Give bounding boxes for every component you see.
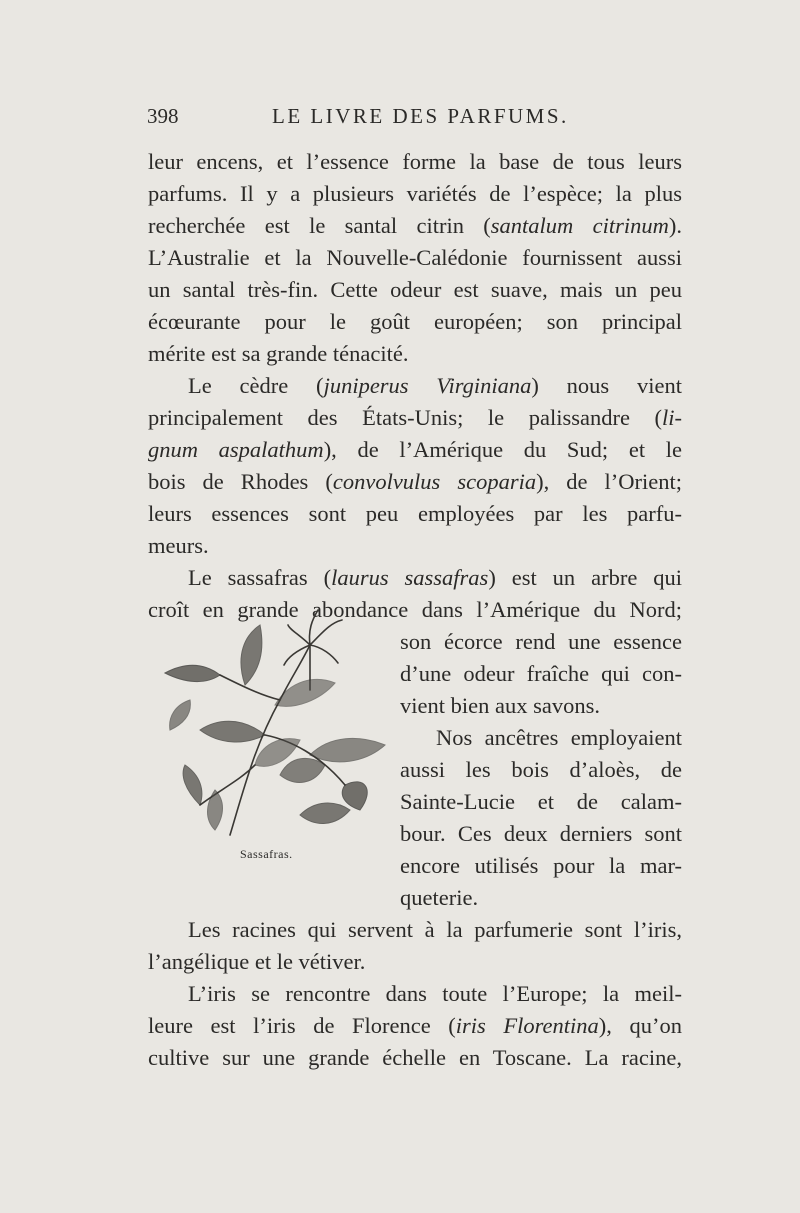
text-run: bois de Rhodes (	[148, 469, 333, 494]
text-line	[148, 145, 682, 178]
running-title: LE LIVRE DES PARFUMS.	[272, 104, 569, 128]
text-line	[148, 209, 682, 242]
text-run: ), qu’on	[598, 1013, 682, 1038]
figure-caption: Sassafras.	[240, 847, 293, 861]
text-line	[188, 913, 682, 946]
text-line	[148, 401, 682, 434]
text-run: son écorce rend une essence	[400, 629, 682, 654]
text-line	[148, 305, 682, 338]
running-header	[147, 104, 667, 134]
text-run: parfums. Il y a plusieurs variétés de l’espèce; la plus	[148, 181, 682, 206]
text-run: croît en grande abondance dans l’Amérique du Nord;	[148, 597, 682, 622]
text-line	[188, 369, 682, 402]
text-run: meurs.	[148, 533, 209, 558]
latin-name: convolvulus scoparia	[332, 469, 537, 494]
text-line	[148, 945, 682, 978]
text-run: queterie.	[400, 885, 479, 910]
text-run: encore utilisés pour la mar-	[400, 853, 682, 878]
text-run: Sainte-Lucie et de calam-	[400, 789, 682, 814]
text-line	[400, 625, 682, 658]
latin-name: laurus sassafras	[331, 565, 489, 590]
text-run: ) nous vient	[531, 373, 682, 398]
text-run: leure est l’iris de Florence (	[148, 1013, 456, 1038]
text-run: ), de l’Amérique du Sud; et le	[323, 437, 682, 462]
text-line	[148, 177, 682, 210]
text-line	[148, 1041, 682, 1074]
latin-name: juniperus Virginiana	[323, 373, 532, 398]
latin-name: santalum citrinum	[490, 213, 669, 238]
text-run: leur encens, et l’essence forme la base de tous leurs	[148, 149, 682, 174]
text-line	[400, 817, 682, 850]
text-run: Les racines qui servent à la parfumerie sont l’iris,	[188, 917, 682, 942]
text-run: L’iris se rencontre dans toute l’Europe; la meil-	[188, 981, 682, 1006]
sassafras-engraving-icon	[160, 605, 390, 840]
text-line	[148, 1009, 682, 1042]
text-line	[148, 241, 682, 274]
text-line	[148, 433, 682, 466]
text-run: bour. Ces deux derniers sont	[400, 821, 682, 846]
text-line	[400, 881, 682, 914]
text-line	[400, 785, 682, 818]
text-line	[400, 657, 682, 690]
text-line	[148, 273, 682, 306]
text-run: vient bien aux savons.	[400, 693, 600, 718]
text-run: d’une odeur fraîche qui con-	[400, 661, 682, 686]
text-line	[188, 977, 682, 1010]
text-line	[148, 497, 682, 530]
text-line	[436, 721, 682, 754]
latin-name: iris Florentina	[455, 1013, 599, 1038]
text-run: ), de l’Orient;	[536, 469, 682, 494]
latin-name: gnum aspalathum	[148, 437, 324, 462]
text-run: Nos ancêtres employaient	[436, 725, 682, 750]
text-run: cultive sur une grande échelle en Toscane. La racine,	[148, 1045, 682, 1070]
text-line	[400, 753, 682, 786]
sassafras-illustration	[160, 605, 390, 840]
text-run: ).	[668, 213, 682, 238]
page-number: 398	[147, 104, 179, 128]
text-run: ) est un arbre qui	[488, 565, 682, 590]
text-run: mérite est sa grande ténacité.	[148, 341, 409, 366]
text-run: recherchée est le santal citrin (	[148, 213, 491, 238]
text-run: leurs essences sont peu employées par les parfu-	[148, 501, 682, 526]
text-line	[188, 561, 682, 594]
text-line	[148, 465, 682, 498]
text-line	[148, 529, 682, 562]
text-run: l’angélique et le vétiver.	[148, 949, 366, 974]
text-run: un santal très-fin. Cette odeur est suave, mais un peu	[148, 277, 682, 302]
text-run: écœurante pour le goût européen; son principal	[148, 309, 682, 334]
text-line	[400, 849, 682, 882]
text-run: L’Australie et la Nouvelle-Calédonie fournissent aussi	[148, 245, 682, 270]
text-run: Le sassafras (	[188, 565, 332, 590]
text-run: Le cèdre (	[188, 373, 324, 398]
text-line	[148, 337, 682, 370]
text-run: principalement des États-Unis; le palissandre (	[148, 405, 662, 430]
text-run: aussi les bois d’aloès, de	[400, 757, 682, 782]
text-line	[400, 689, 682, 722]
latin-name: li-	[662, 405, 682, 430]
